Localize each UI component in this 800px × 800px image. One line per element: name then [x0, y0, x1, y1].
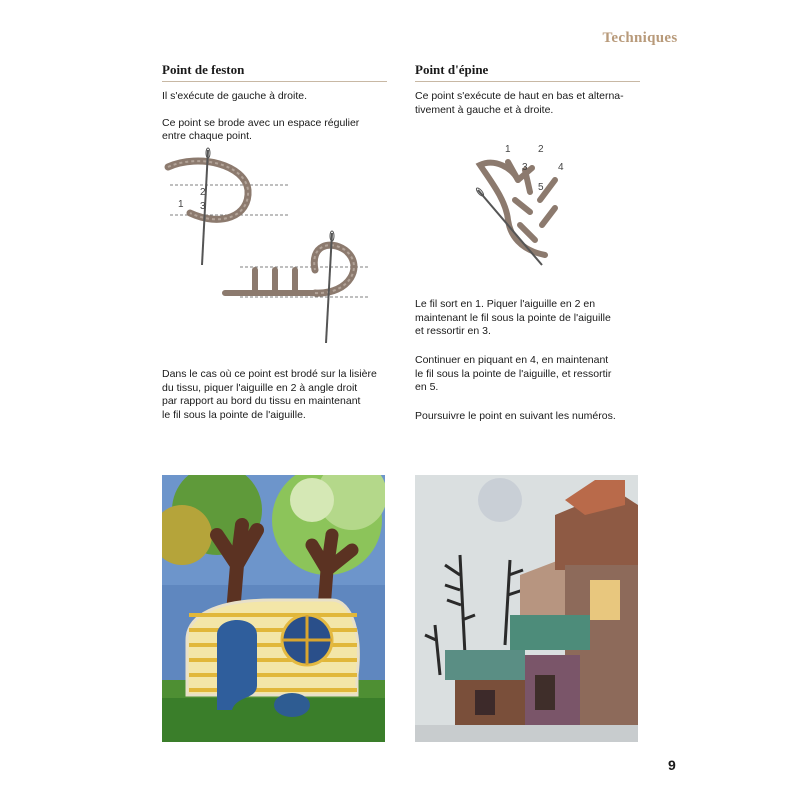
right-p2-line2: maintenant le fil sous la pointe de l'aiguille	[415, 311, 611, 324]
page-number: 9	[668, 757, 676, 773]
left-p3-line4: le fil sous la pointe de l'aiguille.	[162, 408, 306, 421]
feston-num-1: 1	[178, 199, 184, 210]
right-paragraph-2	[415, 298, 645, 339]
left-p2-line2: entre chaque point.	[162, 130, 252, 142]
right-paragraph-4	[415, 410, 645, 424]
right-column	[415, 62, 640, 117]
left-p3-line1: Dans le cas où ce point est brodé sur la lisière	[162, 368, 377, 380]
left-paragraph-3	[162, 368, 392, 422]
right-paragraph-1	[415, 90, 640, 117]
right-p3-line2: le fil sous la pointe de l'aiguille, et ressortir	[415, 367, 612, 380]
right-paragraph-3	[415, 354, 645, 395]
right-p3-line1: Continuer en piquant en 4, en maintenant	[415, 354, 609, 366]
right-p2-line1: Le fil sort en 1. Piquer l'aiguille en 2 en	[415, 298, 596, 310]
section-header: Techniques	[602, 30, 678, 46]
feston-stitch-diagram	[160, 145, 390, 345]
epine-stitch-diagram	[460, 140, 580, 280]
feston-num-2: 2	[200, 187, 206, 198]
left-p3-line3: par rapport au bord du tissu en maintenant	[162, 395, 361, 407]
left-section-title: Point de feston	[162, 62, 387, 82]
epine-num-2: 2	[538, 144, 544, 155]
left-paragraph-1: Il s'exécute de gauche à droite.	[162, 90, 308, 102]
epine-num-3: 3	[522, 162, 528, 173]
left-p3-line2: du tissu, piquer l'aiguille en 2 à angle droit	[162, 381, 358, 394]
epine-num-1: 1	[505, 144, 511, 155]
left-paragraph-2	[162, 117, 387, 144]
houses-embroidery-photo	[415, 475, 638, 742]
left-p2-line1: Ce point se brode avec un espace régulier	[162, 116, 360, 129]
epine-num-4: 4	[558, 162, 564, 173]
right-section-title: Point d'épine	[415, 62, 640, 82]
right-p1-line1: Ce point s'exécute de haut en bas et alterna-	[415, 90, 624, 102]
epine-num-5: 5	[538, 182, 544, 193]
caravan-embroidery-photo	[162, 475, 385, 742]
feston-num-3: 3	[200, 201, 206, 212]
right-p3-line3: en 5.	[415, 381, 439, 393]
right-p2-line3: et ressortir en 3.	[415, 325, 491, 337]
left-column	[162, 62, 387, 144]
right-p4-line1: Poursuivre le point en suivant les numéros.	[415, 410, 616, 422]
right-p1-line2: tivement à gauche et à droite.	[415, 103, 554, 116]
